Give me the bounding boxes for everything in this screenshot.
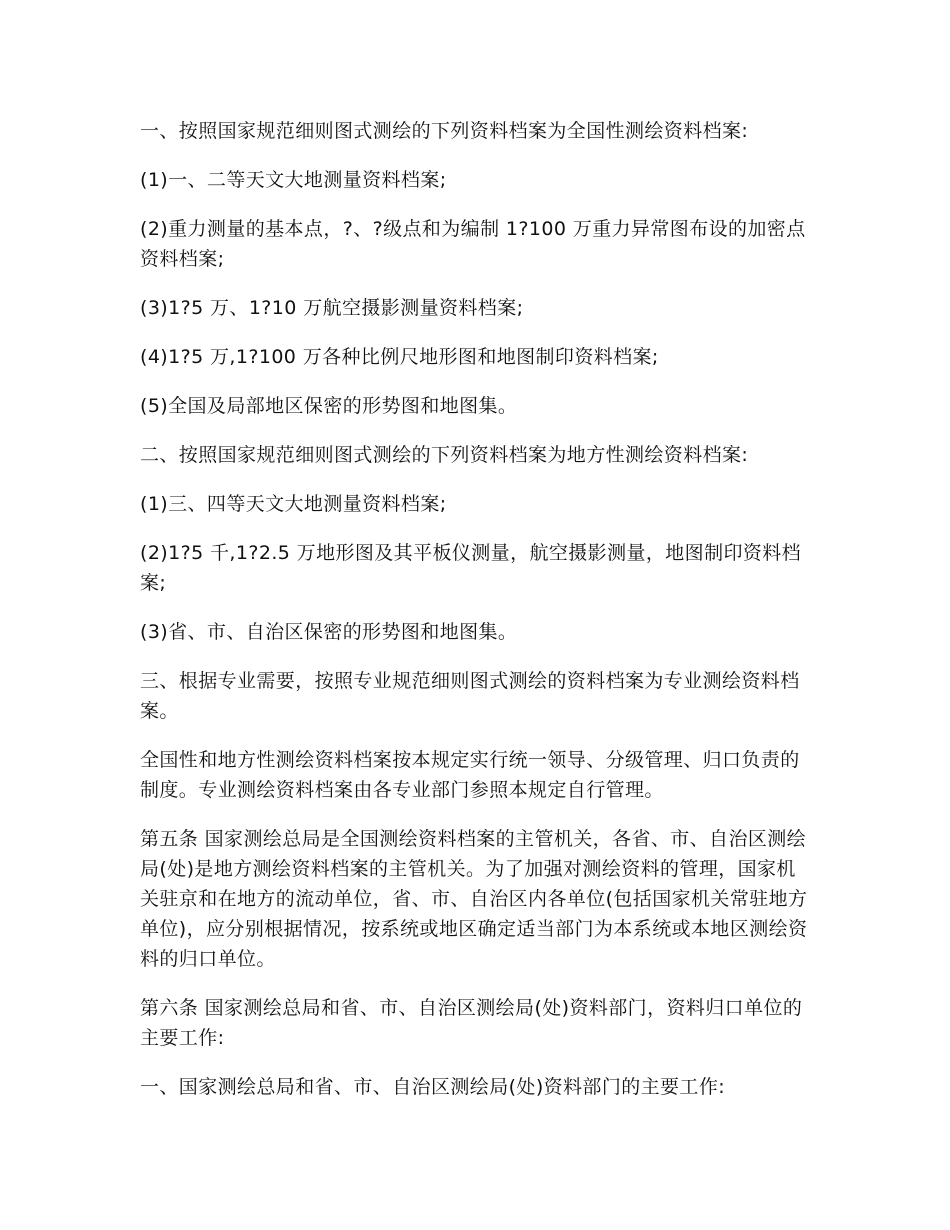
- paragraph-14: 第六条 国家测绘总局和省、市、自治区测绘局(处)资料部门，资料归口单位的主要工作:: [140, 997, 803, 1049]
- paragraph-9: (2)1?5 千,1?2.5 万地形图及其平板仪测量，航空摄影测量，地图制印资料档案;: [140, 542, 802, 594]
- paragraph-11: 三、根据专业需要，按照专业规范细则图式测绘的资料档案为专业测绘资料档案。: [140, 670, 800, 722]
- paragraph-1: 一、按照国家规范细则图式测绘的下列资料档案为全国性测绘资料档案:: [140, 120, 749, 142]
- paragraph-10: (3)省、市、自治区保密的形势图和地图集。: [140, 621, 518, 643]
- paragraph-5: (4)1?5 万,1?100 万各种比例尺地形图和地图制印资料档案;: [140, 346, 659, 368]
- paragraph-8: (1)三、四等天文大地测量资料档案;: [140, 493, 447, 515]
- document-body: [140, 116, 812, 1121]
- paragraph-7: 二、按照国家规范细则图式测绘的下列资料档案为地方性测绘资料档案:: [140, 444, 749, 466]
- paragraph-15: 一、国家测绘总局和省、市、自治区测绘局(处)资料部门的主要工作:: [140, 1076, 726, 1098]
- paragraph-2: (1)一、二等天文大地测量资料档案;: [140, 169, 447, 191]
- paragraph-3: (2)重力测量的基本点，?、?级点和为编制 1?100 万重力异常图布设的加密点资料档案;: [140, 218, 806, 270]
- paragraph-6: (5)全国及局部地区保密的形势图和地图集。: [140, 395, 518, 417]
- paragraph-4: (3)1?5 万、1?10 万航空摄影测量资料档案;: [140, 297, 524, 319]
- paragraph-12: 全国性和地方性测绘资料档案按本规定实行统一领导、分级管理、归口负责的制度。专业测绘资料档案由各专业部门参照本规定自行管理。: [140, 749, 800, 801]
- paragraph-13: 第五条 国家测绘总局是全国测绘资料档案的主管机关，各省、市、自治区测绘局(处)是地方测绘资料档案的主管机关。为了加强对测绘资料的管理，国家机关驻京和在地方的流动单位，省、市、自治区内各单位(包括国家机关常驻地方单位)，应分别根据情况，按系统或地区确定适当部门为本系统或本地区测绘资料的归口单位。: [140, 828, 808, 970]
